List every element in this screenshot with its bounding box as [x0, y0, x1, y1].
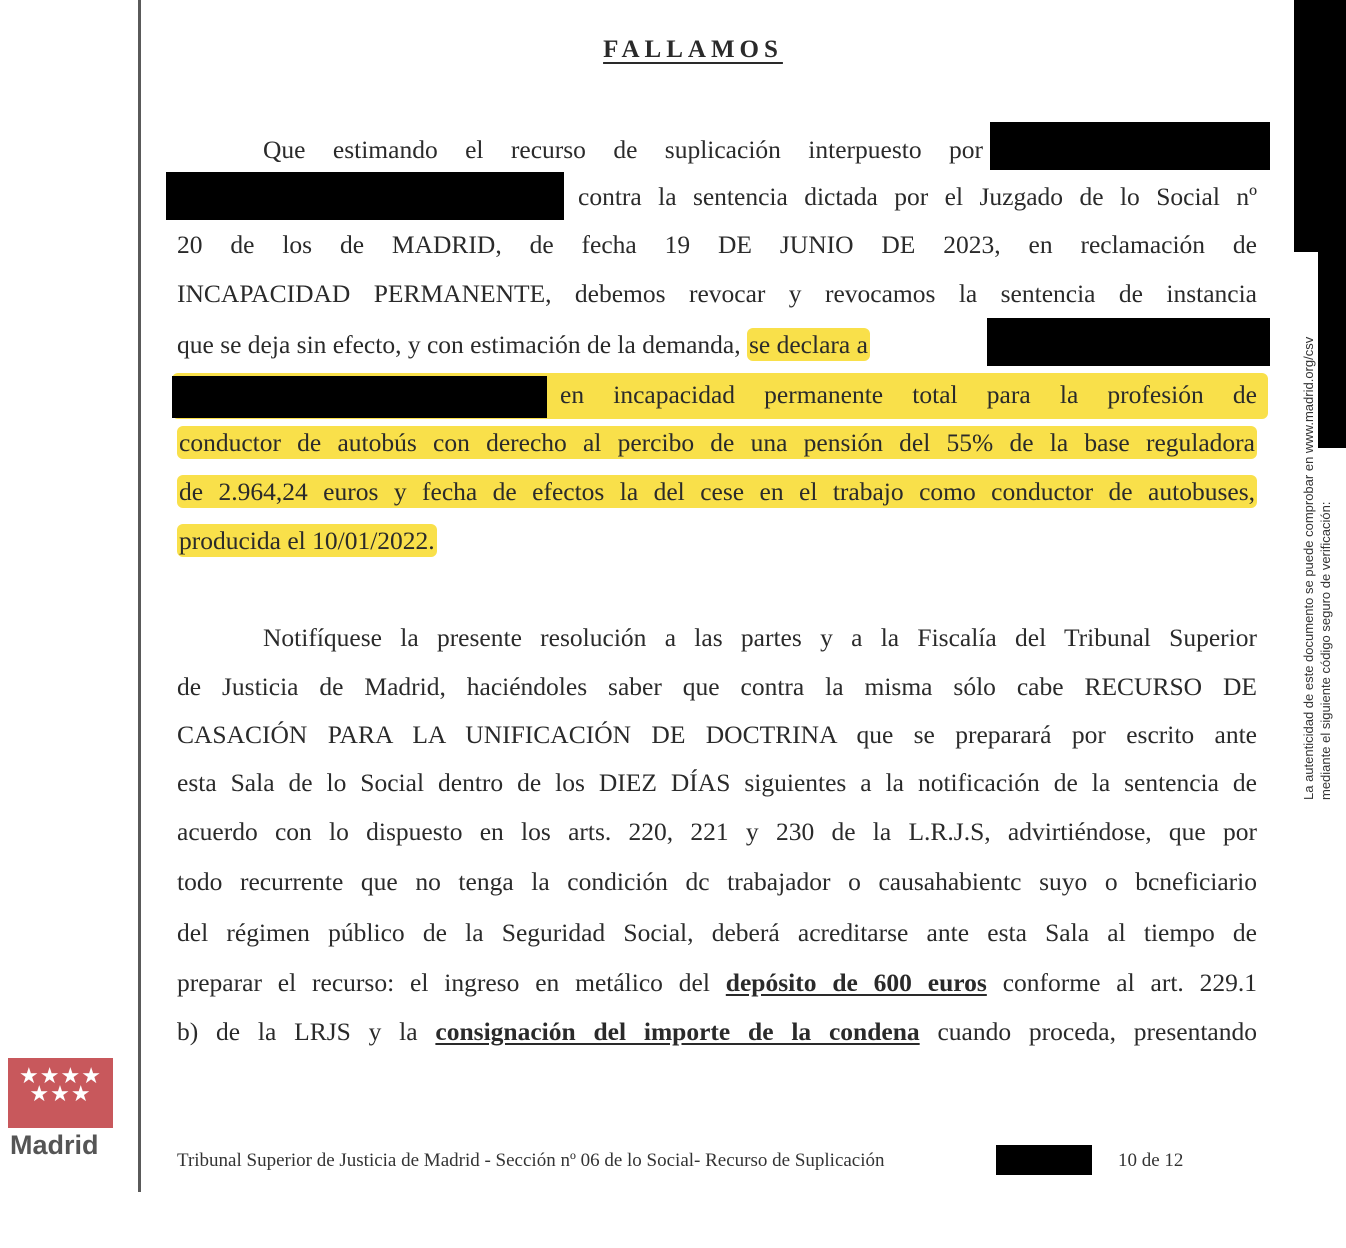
- highlight-span: producida el 10/01/2022.: [179, 526, 435, 555]
- p2-line-8-c: conforme al art. 229.1: [1002, 968, 1258, 997]
- p1-line-1: Que estimando el recurso de suplicación interpuesto por: [263, 135, 983, 164]
- highlight-span: se declara a: [749, 330, 868, 359]
- redaction-box: [990, 122, 1270, 170]
- p2-line-9-a: b) de la LRJS y la: [177, 1017, 418, 1046]
- p1-line-4: INCAPACIDAD PERMANENTE, debemos revocar y revocamos la sentencia de instancia: [177, 279, 1257, 308]
- p1-line-9: [177, 525, 1257, 557]
- margin-rule: [138, 0, 141, 1192]
- p1-line-2: contra la sentencia dictada por el Juzgado de lo Social nº: [578, 182, 1257, 211]
- p2-line-1: Notifíquese la presente resolución a las partes y a la Fiscalía del Tribunal Superior: [263, 623, 1257, 652]
- p1-line-8: [177, 476, 1257, 508]
- p2-line-7: del régimen público de la Seguridad Social, deberá acreditarse ante esta Sala al tiempo de: [177, 918, 1257, 947]
- verification-line-2: mediante el siguiente código seguro de verificación:: [1318, 501, 1333, 800]
- section-title: FALLAMOS: [603, 36, 783, 63]
- p1-line-3: 20 de los de MADRID, de fecha 19 DE JUNIO DE 2023, en reclamación de: [177, 230, 1257, 259]
- p2-line-6: todo recurrente que no tenga la condición dc trabajador o causahabientc suyo o bcneficiario: [177, 867, 1257, 896]
- verification-line-1: La autenticidad de este documento se puede comprobar en www.madrid.org/csv: [1301, 336, 1316, 800]
- p1-line-6: en incapacidad permanente total para la profesión de: [560, 380, 1257, 409]
- highlight-span: de 2.964,24 euros y fecha de efectos la del cese en el trabajo como conductor de autobuses,: [179, 477, 1255, 506]
- p2-line-9: [177, 1016, 1257, 1048]
- redaction-box: [987, 318, 1270, 366]
- stars-icon: ★★★★ ★★★: [19, 1064, 102, 1107]
- p2-line-5: acuerdo con lo dispuesto en los arts. 220, 221 y 230 de la L.R.J.S, advirtiéndose, que por: [177, 817, 1257, 846]
- p1-line-5: [177, 329, 977, 361]
- p1-line-7: [177, 427, 1257, 459]
- p2-line-8-a: preparar el recurso: el ingreso en metálico del: [177, 968, 710, 997]
- logo-text: Madrid: [10, 1130, 99, 1160]
- p2-line-2: de Justicia de Madrid, haciéndoles saber que contra la misma sólo cabe RECURSO DE: [177, 672, 1257, 701]
- redaction-box: [996, 1145, 1092, 1175]
- p2-line-8: [177, 967, 1257, 999]
- highlight-span: conductor de autobús con derecho al percibo de una pensión del 55% de la base reguladora: [179, 428, 1255, 457]
- verification-note: [1300, 337, 1334, 800]
- redaction-box: [1294, 0, 1346, 252]
- p2-line-9-c: cuando proceda, presentando: [937, 1017, 1258, 1046]
- p2-line-4: esta Sala de lo Social dentro de los DIEZ DÍAS siguientes a la notificación de la sentencia de: [177, 768, 1257, 797]
- deposit-amount: depósito de 600 euros: [725, 968, 987, 997]
- redaction-box: [166, 172, 564, 220]
- page-number: 10 de 12: [1118, 1150, 1184, 1171]
- p1-line-5-text: que se deja sin efecto, y con estimación de la demanda,: [177, 330, 741, 359]
- condemnation-consignment: consignación del importe de la condena: [435, 1017, 920, 1046]
- p2-line-3: CASACIÓN PARA LA UNIFICACIÓN DE DOCTRINA que se preparará por escrito ante: [177, 720, 1257, 749]
- footer-text: Tribunal Superior de Justicia de Madrid - Sección nº 06 de lo Social- Recurso de Suplicación: [177, 1150, 885, 1171]
- redaction-box: [172, 376, 547, 418]
